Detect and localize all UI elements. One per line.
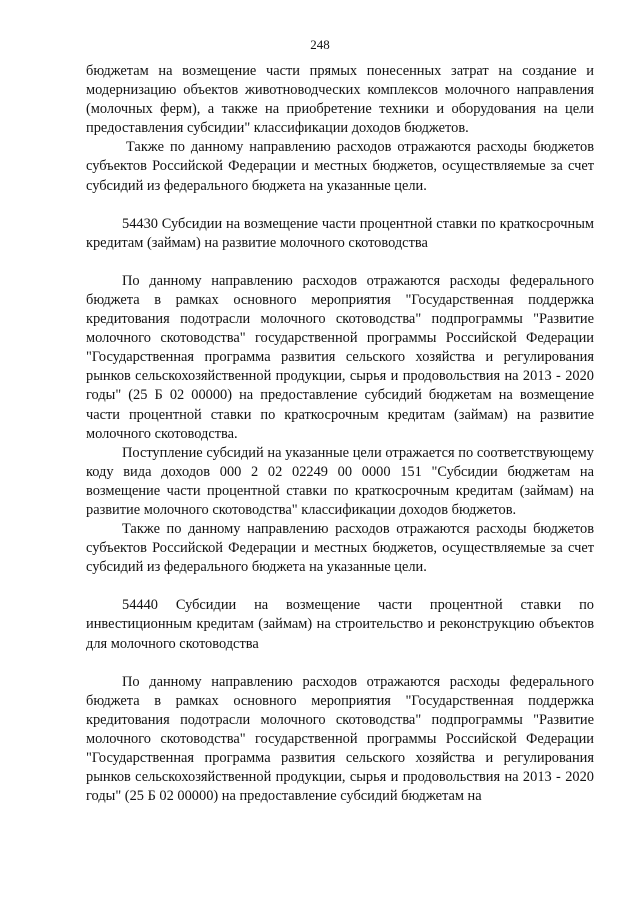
paragraph-federal-54430: По данному направлению расходов отражаются расходы федерального бюджета в рамках основного мероприятия "Государственная поддержка кредитования подотрасли молочного скотоводства" подпрограммы "Развитие молочного скотоводства" государственной программы Российской Федерации "Государственная программа развития сельского хозяйства и регулирования рынков сельскохозяйственной продукции, сырья и продовольствия на 2013 - 2020 годы" (25 Б 02 00000) на предоставление субсидий бюджетам на возмещение части процентной ставки по краткосрочным кредитам (займам) на развитие молочного скотоводства. bbox=[86, 272, 594, 442]
paragraph-also-regional-54430: Также по данному направлению расходов отражаются расходы бюджетов субъектов Российской Федерации и местных бюджетов, осуществляемые за счет субсидий из федерального бюджета на указанные цели. bbox=[86, 521, 594, 576]
page-number: 248 bbox=[310, 37, 330, 52]
paragraph-income-code-54430: Поступление субсидий на указанные цели отражается по соответствующему коду вида доходов 000 2 02 02249 00 0000 151 "Субсидии бюджетам на возмещение части процентной ставки по краткосрочным кредитам (займам) на развитие молочного скотоводства" классификации доходов бюджетов. bbox=[86, 444, 594, 518]
section-heading-54430: 54430 Субсидии на возмещение части процентной ставки по краткосрочным кредитам (займам) на развитие молочного скотоводства bbox=[86, 215, 594, 251]
document-body bbox=[86, 62, 594, 806]
section-heading-54440: 54440 Субсидии на возмещение части процентной ставки по инвестиционным кредитам (займам) на строительство и реконструкцию объектов для молочного скотоводства bbox=[86, 597, 594, 652]
paragraph-also-regional: Также по данному направлению расходов отражаются расходы бюджетов субъектов Российской Федерации и местных бюджетов, осуществляемые за счет субсидий из федерального бюджета на указанные цели. bbox=[86, 139, 594, 194]
paragraph-federal-54440: По данному направлению расходов отражаются расходы федерального бюджета в рамках основного мероприятия "Государственная поддержка кредитования подотрасли молочного скотоводства" подпрограммы "Развитие молочного скотоводства" государственной программы Российской Федерации "Государственная программа развития сельского хозяйства и регулирования рынков сельскохозяйственной продукции, сырья и продовольствия на 2013 - 2020 годы" (25 Б 02 00000) на предоставление субсидий бюджетам на bbox=[86, 673, 594, 805]
paragraph-continuation: бюджетам на возмещение части прямых понесенных затрат на создание и модернизацию объектов животноводческих комплексов молочного направления (молочных ферм), а также на приобретение техники и оборудования на цели предоставления субсидии" классификации доходов бюджетов. bbox=[86, 63, 594, 137]
